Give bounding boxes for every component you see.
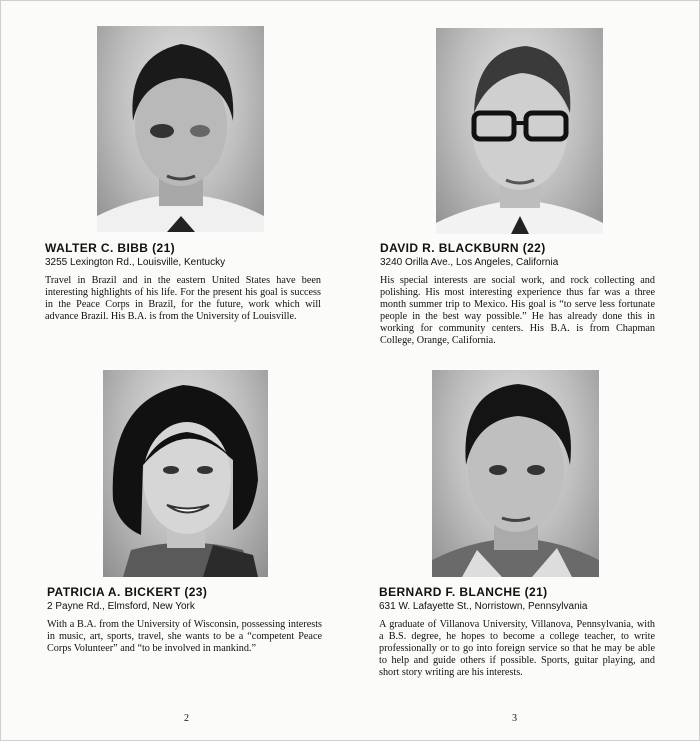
portrait-bickert-drawing (103, 370, 268, 577)
portrait-blackburn-drawing (436, 28, 603, 234)
entry-name: WALTER C. BIBB (21) (45, 241, 176, 255)
page-number-right: 3 (512, 713, 517, 724)
portrait-bibb-drawing (97, 26, 264, 232)
page-number-left: 2 (184, 713, 189, 724)
entry-bio: His special interests are social work, and rock collecting and polishing. His most interesting experience thus far was a three month summer trip to Mexico. His goal is “to serve less fortunate people in the best way possible.” He has already done this in working for community centers. His B.A. is from Chapman College, Orange, California. (380, 275, 655, 346)
entry-blackburn (380, 241, 655, 347)
entry-address: 2 Payne Rd., Elmsford, New York (47, 601, 195, 612)
entry-address: 3240 Orilla Ave., Los Angeles, California (380, 257, 559, 268)
entry-address: 3255 Lexington Rd., Louisville, Kentucky (45, 257, 226, 268)
portrait-photo-blanche (432, 370, 599, 577)
entry-bibb (45, 241, 321, 323)
entry-bio: With a B.A. from the University of Wisconsin, possessing interests in music, art, sports, travel, she wants to be a “competent Peace Corps Volunteer” and “to be involved in mankind.” (47, 619, 322, 654)
entry-name: DAVID R. BLACKBURN (22) (380, 241, 546, 255)
portrait-photo-bickert (103, 370, 268, 577)
entry-bio: A graduate of Villanova University, Villanova, Pennsylvania, with a B.S. degree, he hopes to become a college teacher, to write professionally or to go into foreign service so that he may be able to help and guide others if possible. Sports, guitar playing, and short story writing are his interests. (379, 619, 655, 678)
portrait-photo-blackburn (436, 28, 603, 234)
entry-name: BERNARD F. BLANCHE (21) (379, 585, 548, 599)
entry-name: PATRICIA A. BICKERT (23) (47, 585, 208, 599)
entry-bio: Travel in Brazil and in the eastern United States have been interesting highlights of his life. For the present his goal is success in the Peace Corps in Brazil, for the future, work which will advance Brazil. His B.A. is from the University of Louisville. (45, 275, 321, 322)
entry-address: 631 W. Lafayette St., Norristown, Pennsylvania (379, 601, 588, 612)
portrait-photo-bibb (97, 26, 264, 232)
portrait-blanche-drawing (432, 370, 599, 577)
entry-bickert (47, 585, 322, 655)
entry-blanche (379, 585, 655, 679)
